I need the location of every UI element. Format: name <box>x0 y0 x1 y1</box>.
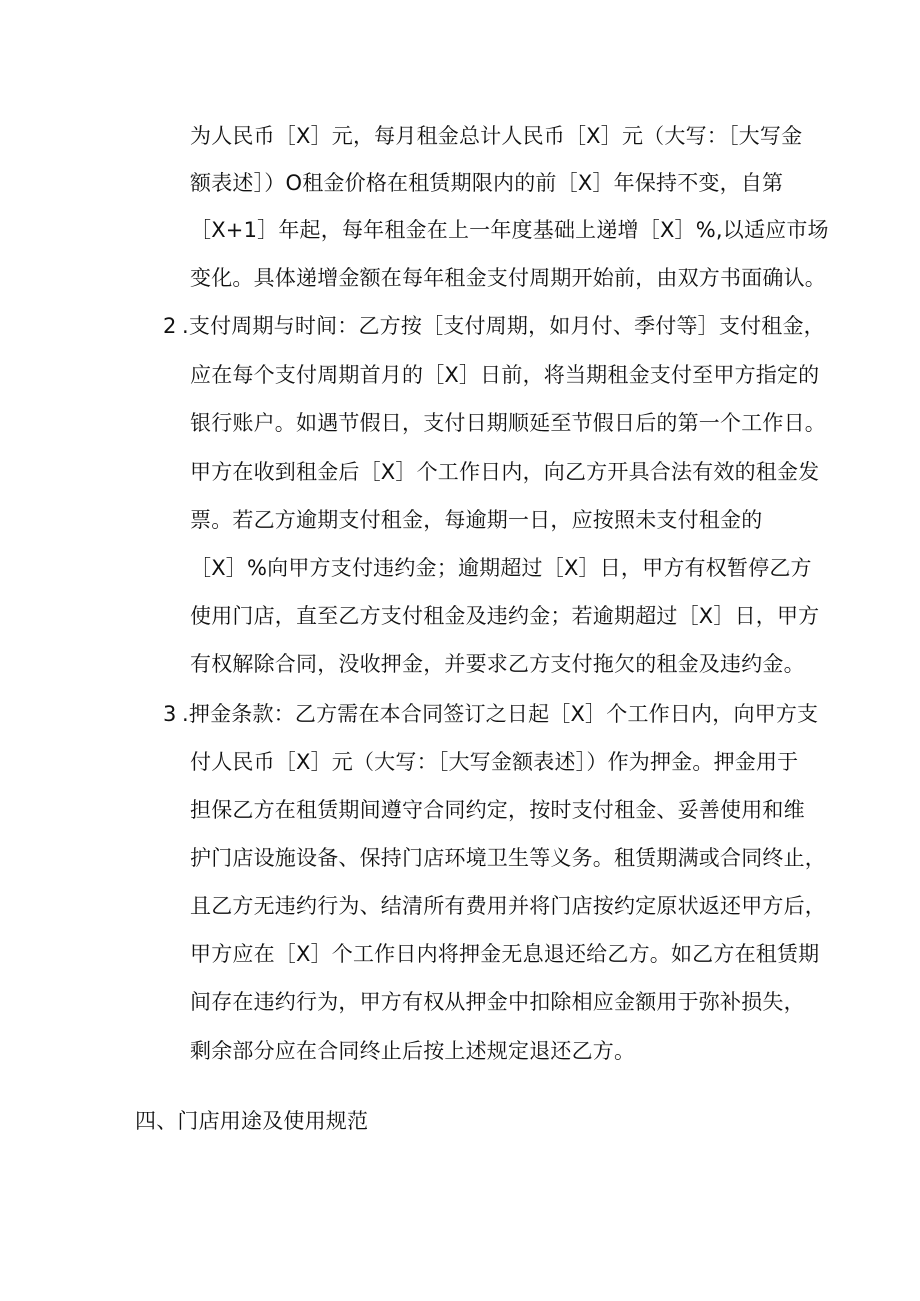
paragraph-line: .押金条款：乙方需在本合同签订之日起［X］个工作日内，向甲方支 <box>182 702 819 726</box>
paragraph-line: 应在每个支付周期首月的［X］日前，将当期租金支付至甲方指定的 <box>190 363 820 387</box>
paragraph-line: 银行账户。如遇节假日，支付日期顺延至节假日后的第一个工作日。 <box>190 411 826 435</box>
paragraph-line: 额表述］）O租金价格在租赁期限内的前［X］年保持不变，自第 <box>190 171 784 195</box>
clause-number: 2 <box>163 314 177 338</box>
paragraph-line: 变化。具体递增金额在每年租金支付周期开始前，由双方书面确认。 <box>190 266 826 290</box>
paragraph-line: 有权解除合同，没收押金，并要求乙方支付拖欠的租金及违约金。 <box>190 652 805 676</box>
paragraph-line: 间存在违约行为，甲方有权从押金中扣除相应金额用于弥补损失， <box>190 990 805 1014</box>
paragraph-line: 为人民币［X］元，每月租金总计人民币［X］元（大写：［大写金 <box>190 124 803 148</box>
paragraph-line: 护门店设施设备、保持门店环境卫生等义务。租赁期满或合同终止， <box>190 846 826 870</box>
paragraph-line: 剩余部分应在合同终止后按上述规定退还乙方。 <box>190 1039 636 1063</box>
paragraph-line: 使用门店，直至乙方支付租金及违约金；若逾期超过［X］日，甲方 <box>190 604 820 628</box>
paragraph-line: ［X+1］年起，每年租金在上一年度基础上递增［X］%,以适应市场 <box>190 218 829 242</box>
paragraph-line: 甲方在收到租金后［X］个工作日内，向乙方开具合法有效的租金发 <box>190 460 820 484</box>
paragraph-line: 甲方应在［X］个工作日内将押金无息退还给乙方。如乙方在租赁期 <box>190 942 820 966</box>
paragraph-line: ［X］%向甲方支付违约金；逾期超过［X］日，甲方有权暂停乙方 <box>190 556 812 580</box>
paragraph-line: 票。若乙方逾期支付租金，每逾期一日，应按照未支付租金的 <box>190 508 763 532</box>
paragraph-line: .支付周期与时间：乙方按［支付周期，如月付、季付等］支付租金， <box>182 314 825 338</box>
clause-number: 3 <box>163 702 177 726</box>
section-heading: 四、门店用途及使用规范 <box>135 1109 369 1133</box>
paragraph-line: 且乙方无违约行为、结清所有费用并将门店按约定原状返还甲方后， <box>190 894 826 918</box>
paragraph-line: 担保乙方在租赁期间遵守合同约定，按时支付租金、妥善使用和维 <box>190 798 805 822</box>
paragraph-line: 付人民币［X］元（大写：［大写金额表述］）作为押金。押金用于 <box>190 750 799 774</box>
